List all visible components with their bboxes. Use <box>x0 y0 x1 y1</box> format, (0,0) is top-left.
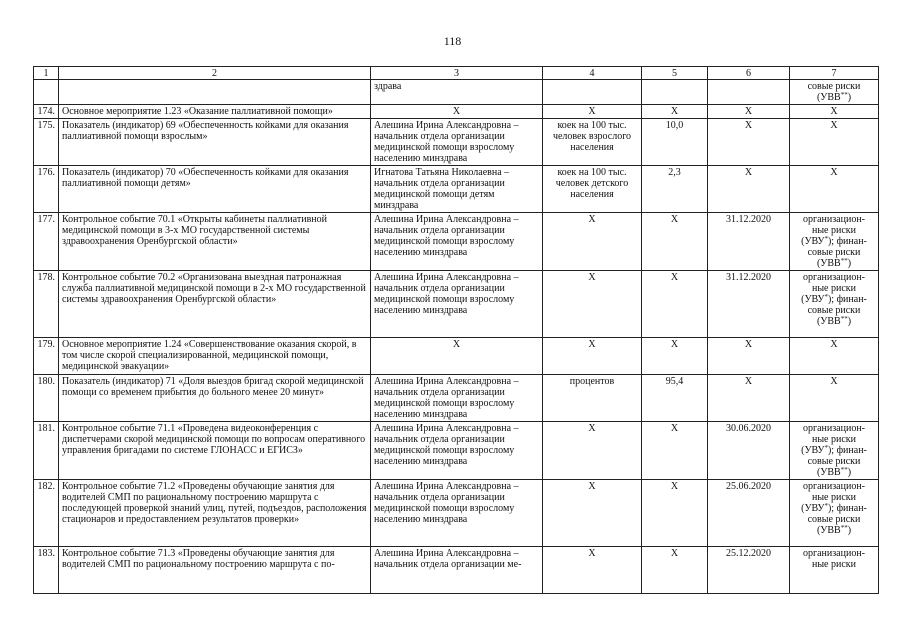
table-row <box>34 213 879 271</box>
risk-text: ) <box>847 316 852 327</box>
cell-unit: X <box>543 547 642 594</box>
cell-date: X <box>708 375 790 422</box>
risk-line: организацион- <box>802 481 866 492</box>
header-cell: 6 <box>708 67 790 80</box>
risk-line <box>793 258 875 269</box>
cell-value: X <box>642 338 708 375</box>
cell-date: X <box>708 166 790 213</box>
risk-line <box>793 445 875 456</box>
risk-line: ные риски <box>811 283 856 294</box>
cell-responsible: Алешина Ирина Александровна – начальник отдела организации медицинской помощи взрослому населению минздрава <box>371 422 543 480</box>
risk-text: (УВВ <box>816 467 841 478</box>
cell-number: 175. <box>34 119 59 166</box>
cell-description: Основное мероприятие 1.23 «Оказание паллиативной помощи» <box>59 105 371 119</box>
cell-responsible: X <box>371 338 543 375</box>
cell-date: X <box>708 338 790 375</box>
cell-unit: X <box>543 422 642 480</box>
cell-date: 30.06.2020 <box>708 422 790 480</box>
cell-risks <box>790 480 879 547</box>
cell-unit <box>543 80 642 105</box>
risk-sup: ** <box>840 524 848 532</box>
risk-line <box>793 316 875 327</box>
risk-sup: ** <box>840 315 848 323</box>
table-row <box>34 105 879 119</box>
risk-line: организацион- <box>802 272 866 283</box>
cell-value <box>642 80 708 105</box>
cell-unit: X <box>543 271 642 338</box>
cell-unit: X <box>543 480 642 547</box>
cell-unit: X <box>543 338 642 375</box>
cell-description: Контрольное событие 71.3 «Проведены обучающие занятия для водителей СМП по рациональному построению маршрута с по- <box>59 547 371 594</box>
risk-sup: ** <box>840 466 848 474</box>
cell-value: 2,3 <box>642 166 708 213</box>
risk-line <box>793 294 875 305</box>
header-cell: 4 <box>543 67 642 80</box>
cell-value: X <box>642 271 708 338</box>
cell-risks: X <box>790 375 879 422</box>
cell-responsible: Алешина Ирина Александровна – начальник отдела организации медицинской помощи взрослому населению минздрава <box>371 119 543 166</box>
cell-risks: X <box>790 166 879 213</box>
cell-number: 178. <box>34 271 59 338</box>
risk-line: совые риски <box>807 81 861 92</box>
cell-description: Контрольное событие 70.1 «Открыты кабинеты паллиативной медицинской помощи в 3-х МО государственной системы здравоохранения Оренбургской области» <box>59 213 371 271</box>
cell-risks <box>790 213 879 271</box>
risk-text: (УВВ <box>816 525 841 536</box>
risk-sup: * <box>824 502 828 510</box>
risk-text: ) <box>847 258 852 269</box>
cell-date: 25.06.2020 <box>708 480 790 547</box>
risk-sup: * <box>824 293 828 301</box>
cell-unit: коек на 100 тыс. человек взрослого населения <box>543 119 642 166</box>
risk-line <box>793 503 875 514</box>
risk-text: ); финан- <box>827 503 867 514</box>
cell-unit: коек на 100 тыс. человек детского населения <box>543 166 642 213</box>
risk-text: (УВУ <box>801 294 825 305</box>
cell-risks: X <box>790 338 879 375</box>
risk-line: (УВВ**) <box>816 91 852 103</box>
risk-line: организацион- <box>802 214 866 225</box>
cell-number: 174. <box>34 105 59 119</box>
risk-text: ) <box>847 467 852 478</box>
risk-line: совые риски <box>807 305 861 316</box>
cell-date: X <box>708 105 790 119</box>
cell-responsible: здрава <box>371 80 543 105</box>
cell-description: Контрольное событие 70.2 «Организована выездная патронажная служба паллиативной медицинской помощи в 2-х МО государственной системы здравоохранения Оренбургской области» <box>59 271 371 338</box>
cell-number: 183. <box>34 547 59 594</box>
program-table <box>33 66 879 594</box>
risk-line: совые риски <box>807 247 861 258</box>
risk-sup: * <box>824 235 828 243</box>
risk-text: ); финан- <box>827 445 867 456</box>
risk-text: (УВВ <box>816 258 841 269</box>
risk-line: организацион- <box>802 423 866 434</box>
header-cell: 3 <box>371 67 543 80</box>
risk-text: ); финан- <box>827 294 867 305</box>
cell-description: Контрольное событие 71.1 «Проведена видеоконференция с диспетчерами скорой медицинской помощи по вопросам оперативного управления бригадами по системе ГЛОНАСС и ЕГИСЗ» <box>59 422 371 480</box>
risk-text: (УВВ <box>816 316 841 327</box>
table-row <box>34 119 879 166</box>
risk-line: ные риски <box>811 559 856 570</box>
cell-unit: X <box>543 105 642 119</box>
risk-text: ) <box>847 525 852 536</box>
cell-date: 31.12.2020 <box>708 271 790 338</box>
table-row <box>34 547 879 594</box>
cell-responsible: X <box>371 105 543 119</box>
risk-text: (УВУ <box>801 445 825 456</box>
cell-responsible: Алешина Ирина Александровна – начальник отдела организации медицинской помощи взрослому населению минздрава <box>371 271 543 338</box>
cell-responsible: Алешина Ирина Александровна – начальник отдела организации медицинской помощи взрослому населению минздрава <box>371 480 543 547</box>
cell-number: 181. <box>34 422 59 480</box>
cell-risks <box>790 80 879 105</box>
cell-risks <box>790 547 879 594</box>
cell-risks: X <box>790 119 879 166</box>
cell-responsible: Алешина Ирина Александровна – начальник отдела организации медицинской помощи взрослому населению минздрава <box>371 375 543 422</box>
cell-number <box>34 80 59 105</box>
table-row <box>34 480 879 547</box>
risk-line: совые риски <box>807 514 861 525</box>
cell-value: 10,0 <box>642 119 708 166</box>
cell-value: X <box>642 547 708 594</box>
cell-risks: X <box>790 105 879 119</box>
cell-description: Показатель (индикатор) 69 «Обеспеченность койками для оказания паллиативной помощи взрослым» <box>59 119 371 166</box>
continuation-row <box>34 80 879 105</box>
cell-description: Показатель (индикатор) 71 «Доля выездов бригад скорой медицинской помощи со временем прибытия до больного менее 20 минут» <box>59 375 371 422</box>
risk-sup: ** <box>840 257 848 265</box>
cell-date <box>708 80 790 105</box>
cell-description: Основное мероприятие 1.24 «Совершенствование оказания скорой, в том числе скорой специализированной, медицинской помощи, медицинской эвакуации» <box>59 338 371 375</box>
table-row <box>34 166 879 213</box>
cell-unit: X <box>543 213 642 271</box>
risk-text: (УВУ <box>801 503 825 514</box>
cell-unit: процентов <box>543 375 642 422</box>
table-row <box>34 422 879 480</box>
cell-responsible: Алешина Ирина Александровна – начальник отдела организации медицинской помощи взрослому населению минздрава <box>371 213 543 271</box>
risk-line: ные риски <box>811 225 856 236</box>
risk-text: ); финан- <box>827 236 867 247</box>
header-cell: 2 <box>59 67 371 80</box>
cell-risks <box>790 422 879 480</box>
header-cell: 5 <box>642 67 708 80</box>
cell-value: X <box>642 213 708 271</box>
cell-number: 176. <box>34 166 59 213</box>
cell-risks <box>790 271 879 338</box>
risk-line: совые риски <box>807 456 861 467</box>
cell-date: X <box>708 119 790 166</box>
page-number: 118 <box>443 34 462 48</box>
cell-responsible: Алешина Ирина Александровна – начальник отдела организации ме- <box>371 547 543 594</box>
table-row <box>34 271 879 338</box>
risk-line <box>793 525 875 536</box>
header-cell: 1 <box>34 67 59 80</box>
table-row <box>34 338 879 375</box>
cell-description: Контрольное событие 71.2 «Проведены обучающие занятия для водителей СМП по рациональному построению маршрута с последующей проверкой знаний улиц, путей, подъездов, расположения стационаров и предоставлением результатов проверки» <box>59 480 371 547</box>
cell-number: 177. <box>34 213 59 271</box>
table-row <box>34 375 879 422</box>
cell-responsible: Игнатова Татьяна Николаевна – начальник отдела организации медицинской помощи детям минздрава <box>371 166 543 213</box>
cell-number: 182. <box>34 480 59 547</box>
cell-number: 180. <box>34 375 59 422</box>
risk-line: ные риски <box>811 434 856 445</box>
risk-sup: * <box>824 444 828 452</box>
cell-date: 25.12.2020 <box>708 547 790 594</box>
cell-number: 179. <box>34 338 59 375</box>
cell-date: 31.12.2020 <box>708 213 790 271</box>
cell-value: X <box>642 422 708 480</box>
cell-value: X <box>642 480 708 547</box>
header-row <box>34 67 879 80</box>
risk-line <box>793 467 875 478</box>
cell-value: 95,4 <box>642 375 708 422</box>
cell-value: X <box>642 105 708 119</box>
risk-line: организацион- <box>802 548 866 559</box>
risk-text: (УВУ <box>801 236 825 247</box>
header-cell: 7 <box>790 67 879 80</box>
cell-description: Показатель (индикатор) 70 «Обеспеченность койками для оказания паллиативной помощи детям» <box>59 166 371 213</box>
risk-line <box>793 236 875 247</box>
risk-line: ные риски <box>811 492 856 503</box>
cell-description <box>59 80 371 105</box>
